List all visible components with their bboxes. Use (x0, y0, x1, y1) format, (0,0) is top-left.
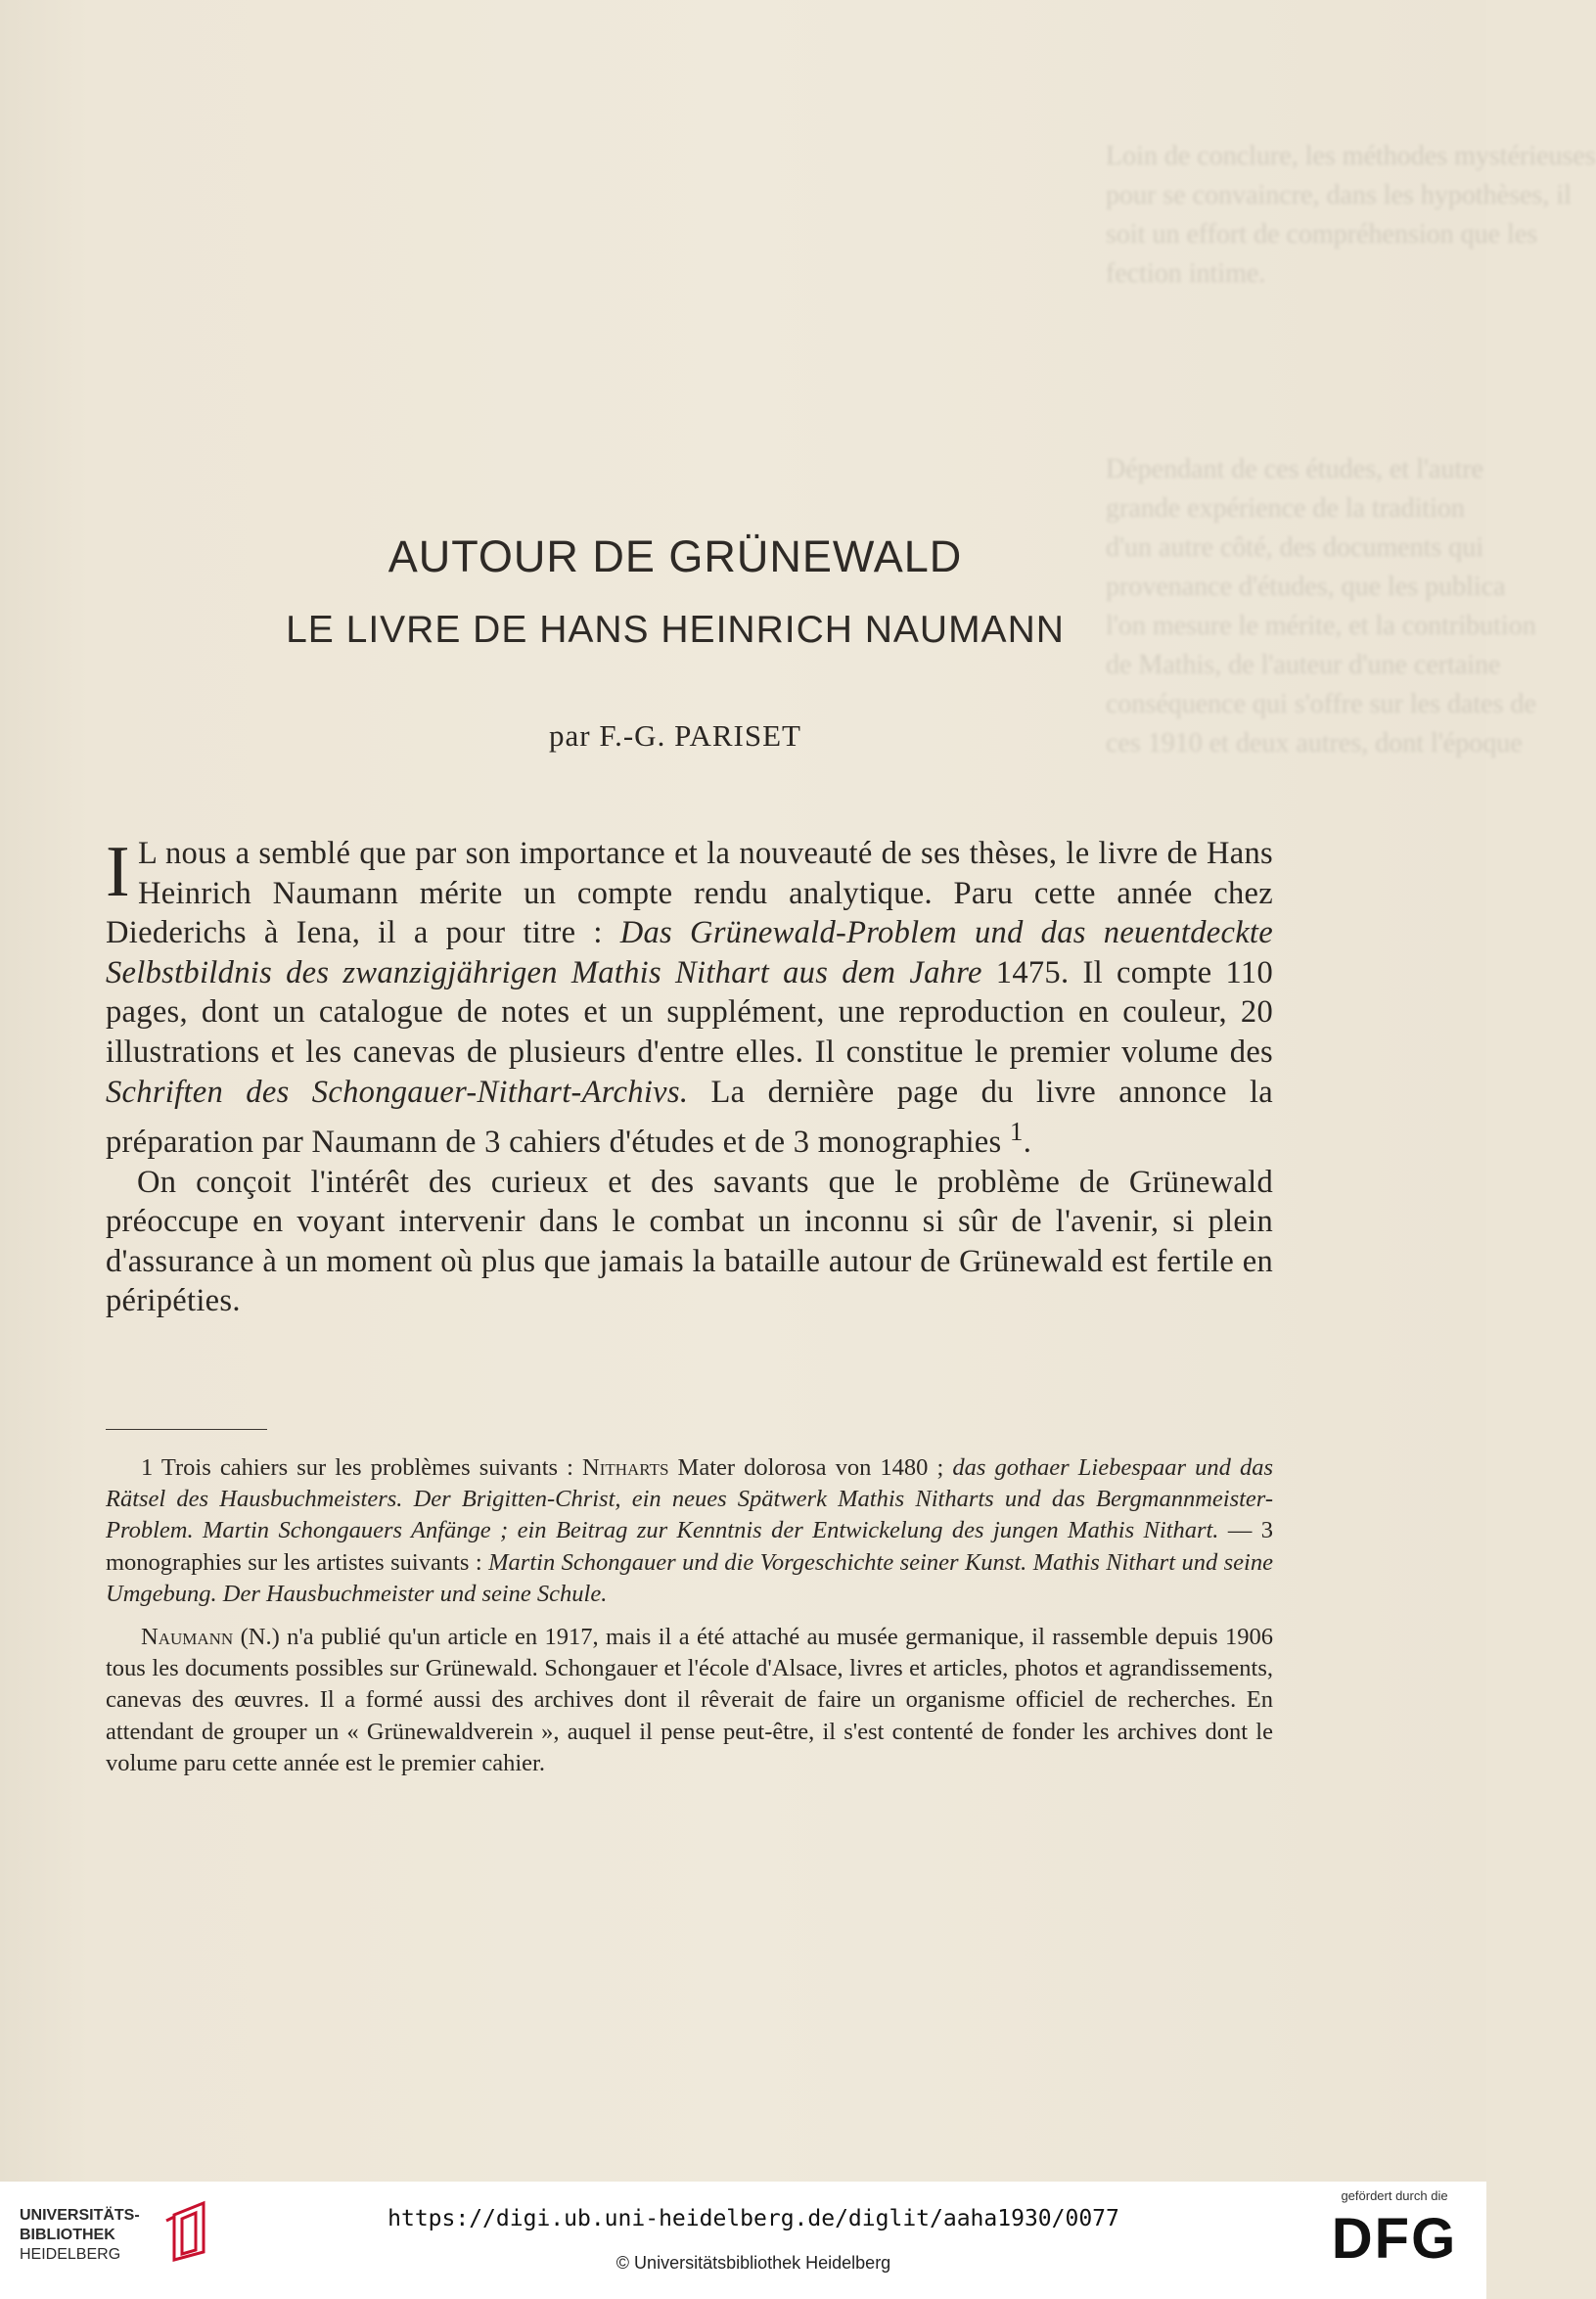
author-line: par F.-G. PARISET (549, 718, 801, 753)
small-caps-name: Nitharts (582, 1454, 669, 1481)
footnote-italic: Martin Schongauer und die Vorgeschichte seiner Kunst. Mathis Nithart und seine Umgebung. Der Hausbuchmeister und seine Schule. (106, 1548, 1273, 1607)
footnotes (106, 1452, 1273, 1791)
footnote-text: (N.) n'a publié qu'un article en 1917, mais il a été attaché au musée germanique, il rassemble depuis 1906 tous les documents possibles sur Grünewald. Schongauer et l'école d'Alsace, livres et articles, photos et agrandissements, canevas des œuvres. Il a formé aussi des archives dont il rêverait de faire un organisme officiel de recherches. En attendant de grouper un « Grünewaldverein », auquel il pense peut-être, il s'est contenté de fonder les archives dont le volume paru cette année est le premier cahier. (106, 1624, 1273, 1776)
footnote-ref: 1 (1009, 1117, 1024, 1147)
article-body (106, 834, 1273, 1321)
article-title: AUTOUR DE GRÜNEWALD (388, 531, 963, 581)
paragraph (106, 834, 1273, 1163)
paragraph: On conçoit l'intérêt des curieux et des savants que le problème de Grünewald préoccupe en voyant intervenir dans le combat un inconnu si sûr de l'avenir, si plein d'assurance à un moment où plus que jamais la bataille autour de Grünewald est fertile en péripéties. (106, 1164, 1273, 1319)
footnote (106, 1622, 1273, 1779)
paragraph-text: . (1023, 1124, 1032, 1160)
library-name-line: HEIDELBERG (20, 2246, 121, 2263)
library-name-line: UNIVERSITÄTS- (20, 2207, 140, 2224)
article-subtitle: LE LIVRE DE HANS HEINRICH NAUMANN (286, 609, 1065, 651)
book-title: Das Grünewald-Problem und das neuentdeckte Selbstbildnis des zwanzigjährigen Mathis Nithart aus dem Jahre (106, 915, 1273, 990)
permalink-url[interactable]: https://digi.ub.uni-heidelberg.de/diglit/aaha1930/0077 (388, 2206, 1119, 2231)
footnote-text: — 3 monographies sur les artistes suivants : (106, 1517, 1273, 1576)
footnote (106, 1452, 1273, 1610)
footnote-rule (106, 1429, 267, 1430)
paragraph-text: La dernière page du livre annonce la préparation par Naumann de 3 cahiers d'études et de 3 monographies (106, 1074, 1273, 1160)
footnote-text: 1 Trois cahiers sur les problèmes suivants : (141, 1454, 583, 1481)
library-name (20, 2206, 176, 2265)
dfg-logo[interactable]: DFG (1331, 2207, 1458, 2271)
paragraph-text: L nous a semblé que par son importance et la nouveauté de ses thèses, le livre de Hans Heinrich Naumann mérite un compte rendu analytique. Paru cette année chez Diederichs à Iena, il a pour titre : (106, 836, 1273, 951)
funder-note: gefördert durch die (1341, 2188, 1448, 2203)
library-name-line: BIBLIOTHEK (20, 2227, 115, 2243)
footnote-text: Mater dolorosa von 1480 ; (668, 1454, 953, 1481)
series-title: Schriften des Schongauer-Nithart-Archivs. (106, 1074, 689, 1110)
bleed-through-text: Loin de conclure, les méthodes mystérieuses pour se convaincre, dans les hypothèses, il soit un effort de compréhension que les fection intime. Dépendant de ces études, et l'autre grande expérience de la tradition d'un autre côté, des documents qui provenance d'études, que les publica l'on mesure le mérite, et la contribution de Mathis, de l'auteur d'une certaine conséquence qui s'offre sur les dates de ces 1910 et deux autres, dont l'époque (1106, 141, 1596, 759)
copyright-notice: © Universitätsbibliothek Heidelberg (616, 2253, 891, 2273)
paragraph-text: 1475. Il compte 110 pages, dont un catalogue de notes et un supplément, une reproduction en couleur, 20 illustrations et les canevas de plusieurs d'entre elles. Il constitue le premier volume des (106, 954, 1273, 1070)
small-caps-name: Naumann (141, 1624, 234, 1651)
footnote-italic: das gothaer Liebespaar und das Rätsel des Hausbuchmeisters. Der Brigitten-Christ, ein neues Spätwerk Mathis Nitharts und das Bergmannmeister-Problem. Martin Schongauers Anfänge ; ein Beitrag zur Kenntnis der Entwickelung des jungen Mathis Nithart. (106, 1454, 1273, 1544)
drop-cap: I (106, 832, 130, 912)
